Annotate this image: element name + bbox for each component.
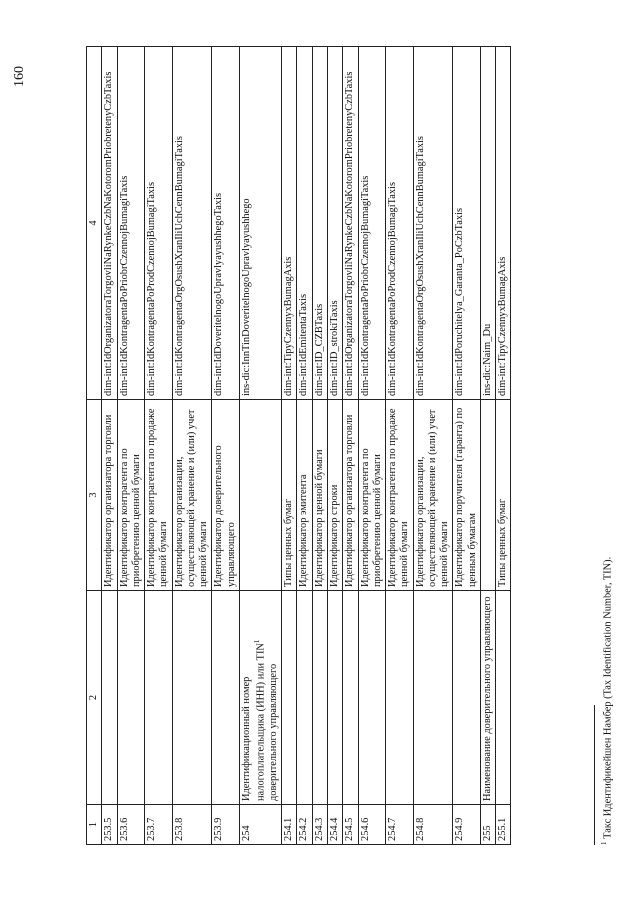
footnote-divider [594, 705, 595, 845]
row-number-cell [145, 805, 173, 845]
element-name-cell [343, 591, 358, 805]
code-cell [343, 47, 358, 400]
code-cell [386, 47, 414, 400]
row-number-cell-text: 255 [481, 825, 493, 841]
table-row [358, 47, 386, 845]
dimension-description-cell [480, 400, 495, 591]
footnote-ref: 1 [253, 639, 262, 644]
dimension-description-cell-text: Идентификатор эмитента [298, 474, 310, 587]
code-cell-text: ins-dic:InnTinDoveritelnogoUpravlyayushhego [240, 198, 252, 396]
dimension-description-cell-text: Идентификатор ценной бумаги [313, 449, 325, 587]
dimension-description-cell [453, 400, 481, 591]
row-number-cell [358, 805, 386, 845]
code-cell [413, 47, 453, 400]
dimension-description-cell-text: Идентификатор организатора торговли [344, 414, 356, 587]
dimension-description-cell [343, 400, 358, 591]
dimension-description-cell [212, 400, 240, 591]
dimension-description-cell [312, 400, 327, 591]
dimension-description-cell-text: Идентификатор доверительного управляющего [213, 445, 237, 587]
element-name-cell [480, 591, 495, 805]
code-cell [117, 47, 145, 400]
table-row [145, 47, 173, 845]
table-row [102, 47, 117, 845]
code-cell [312, 47, 327, 400]
table-row [297, 47, 312, 845]
code-cell-text: ins-dic:Naim_Du [481, 323, 493, 396]
row-number-cell [343, 805, 358, 845]
row-number-cell [212, 805, 240, 845]
code-cell [239, 47, 281, 400]
code-cell [172, 47, 212, 400]
code-cell-text: dim-int:IdKontragentaPoPriobrCzennojBumagiTaxis [359, 175, 371, 396]
taxonomy-table [86, 46, 511, 845]
dimension-description-cell [386, 400, 414, 591]
code-cell [453, 47, 481, 400]
row-number-cell-text: 254.5 [344, 817, 356, 841]
row-number-cell-text: 254.8 [414, 817, 426, 841]
dimension-description-cell [282, 400, 297, 591]
code-cell-text: dim-int:IdKontragentaOrgOsushXranIliUchCennBumagiTaxis [414, 136, 426, 396]
column-header-4: 4 [87, 47, 102, 400]
table-row [480, 47, 495, 845]
table-row [172, 47, 212, 845]
row-number-cell-text: 253.5 [103, 817, 115, 841]
row-number-cell-text: 253.6 [118, 817, 130, 841]
row-number-cell-text: 253.9 [213, 817, 225, 841]
dimension-description-cell-text: Идентификатор организации, осуществляющей хранение и (или) учет ценной бумаги [414, 409, 451, 587]
element-name-cell [117, 591, 145, 805]
code-cell [102, 47, 117, 400]
table-row [453, 47, 481, 845]
column-header-1: 1 [87, 805, 102, 845]
dimension-description-cell-text: Идентификатор контрагента по продаже ценной бумаги [387, 408, 411, 587]
element-name-cell [102, 591, 117, 805]
code-cell-text: dim-int:IdPoruchitelya_Garanta_PoCzbTaxis [454, 208, 466, 396]
row-number-cell [480, 805, 495, 845]
footnote-mark: 1 [600, 841, 608, 845]
code-cell [496, 47, 511, 400]
row-number-cell [172, 805, 212, 845]
dimension-description-cell-text: Идентификатор контрагента по приобретению ценной бумаги [118, 448, 142, 587]
element-name-cell-text: Наименование доверительного управляющего [481, 596, 493, 801]
code-cell-text: dim-int:IdKontragentaPoProdCzennojBumagiTaxis [387, 182, 399, 396]
element-name-cell [239, 591, 281, 805]
row-number-cell [496, 805, 511, 845]
code-cell [297, 47, 312, 400]
row-number-cell [102, 805, 117, 845]
table-row [212, 47, 240, 845]
element-name-cell [496, 591, 511, 805]
table-row [327, 47, 342, 845]
element-name-cell [282, 591, 297, 805]
row-number-cell-text: 254.9 [454, 817, 466, 841]
dimension-description-cell [327, 400, 342, 591]
table-row [386, 47, 414, 845]
dimension-description-cell [117, 400, 145, 591]
code-cell-text: dim-int:ID_CZBTaxis [313, 303, 325, 396]
row-number-cell-text: 254.3 [313, 817, 325, 841]
element-name-cell [297, 591, 312, 805]
table-row [239, 47, 281, 845]
code-cell [282, 47, 297, 400]
table-row [343, 47, 358, 845]
row-number-cell-text: 254 [240, 825, 252, 841]
table-row [312, 47, 327, 845]
element-name-cell [386, 591, 414, 805]
code-cell [327, 47, 342, 400]
dimension-description-cell [297, 400, 312, 591]
code-cell [480, 47, 495, 400]
dimension-description-cell-text: Идентификатор контрагента по продаже ценной бумаги [146, 408, 170, 587]
dimension-description-cell-text: Идентификатор поручителя (гаранта) по ценным бумагам [454, 407, 478, 587]
element-name-cell [145, 591, 173, 805]
header-row [87, 47, 102, 845]
dimension-description-cell-text: Идентификатор организатора торговли [103, 414, 115, 587]
code-cell-text: dim-int:IdOrganizatoraTorgovliNaRynkeCzbNaKotoromPriobretenyCzbTaxis [103, 71, 115, 396]
dimension-description-cell [102, 400, 117, 591]
table-row [496, 47, 511, 845]
table-row [282, 47, 297, 845]
row-number-cell-text: 253.8 [173, 817, 185, 841]
row-number-cell [282, 805, 297, 845]
code-cell-text: dim-int:TipyCzennyxBumagAxis [283, 256, 295, 396]
dimension-description-cell-text: Идентификатор контрагента по приобретению ценной бумаги [359, 448, 383, 587]
element-name-tail: доверительного управляющего [267, 663, 279, 801]
code-cell-text: dim-int:TipyCzennyxBumagAxis [497, 256, 509, 396]
dimension-description-cell [172, 400, 212, 591]
column-header-2: 2 [87, 591, 102, 805]
code-cell [212, 47, 240, 400]
row-number-cell [312, 805, 327, 845]
element-name-cell-text: Идентификационный номер налогоплательщика (ИНН) или TIN [240, 643, 267, 801]
element-name-cell [358, 591, 386, 805]
row-number-cell-text: 254.2 [298, 817, 310, 841]
row-number-cell [239, 805, 281, 845]
page-number: 160 [12, 66, 27, 87]
dimension-description-cell-text: Типы ценных бумаг [283, 498, 295, 587]
column-header-3: 3 [87, 400, 102, 591]
footnote [600, 557, 613, 845]
code-cell-text: dim-int:IdEmitentaTaxis [298, 293, 310, 396]
code-cell-text: dim-int:ID_strokiTaxis [328, 300, 340, 396]
row-number-cell-text: 254.1 [283, 817, 295, 841]
code-cell-text: dim-int:IdKontragentaPoProdCzennojBumagiTaxis [146, 182, 158, 396]
dimension-description-cell [358, 400, 386, 591]
row-number-cell [327, 805, 342, 845]
row-number-cell-text: 254.7 [387, 817, 399, 841]
code-cell [358, 47, 386, 400]
row-number-cell [453, 805, 481, 845]
row-number-cell [117, 805, 145, 845]
row-number-cell-text: 253.7 [146, 817, 158, 841]
row-number-cell-text: 254.6 [359, 817, 371, 841]
dimension-description-cell-text: Идентификатор организации, осуществляющей хранение и (или) учет ценной бумаги [173, 409, 210, 587]
row-number-cell [413, 805, 453, 845]
dimension-description-cell [145, 400, 173, 591]
element-name-cell [312, 591, 327, 805]
row-number-cell-text: 254.4 [328, 817, 340, 841]
code-cell [145, 47, 173, 400]
dimension-description-cell [239, 400, 281, 591]
element-name-cell [212, 591, 240, 805]
row-number-cell-text: 255.1 [497, 817, 509, 841]
element-name-cell [413, 591, 453, 805]
table-row [117, 47, 145, 845]
footnote-text: Такс Идентификейшен Намбер (Tax Identification Number, TIN). [602, 556, 614, 839]
dimension-description-cell-text: Идентификатор строки [328, 484, 340, 587]
table-row [413, 47, 453, 845]
element-name-cell [453, 591, 481, 805]
code-cell-text: dim-int:IdDoveritelnogoUpravlyayushhegoTaxis [213, 192, 225, 396]
code-cell-text: dim-int:IdKontragentaOrgOsushXranIliUchCennBumagiTaxis [173, 136, 185, 396]
element-name-cell [327, 591, 342, 805]
code-cell-text: dim-int:IdKontragentaPoPriobrCzennojBumagiTaxis [118, 175, 130, 396]
row-number-cell [386, 805, 414, 845]
row-number-cell [297, 805, 312, 845]
element-name-cell [172, 591, 212, 805]
code-cell-text: dim-int:IdOrganizatoraTorgovliNaRynkeCzbNaKotoromPriobretenyCzbTaxis [344, 71, 356, 396]
dimension-description-cell-text: Типы ценных бумаг [497, 498, 509, 587]
dimension-description-cell [496, 400, 511, 591]
dimension-description-cell [413, 400, 453, 591]
table-body [102, 47, 511, 845]
